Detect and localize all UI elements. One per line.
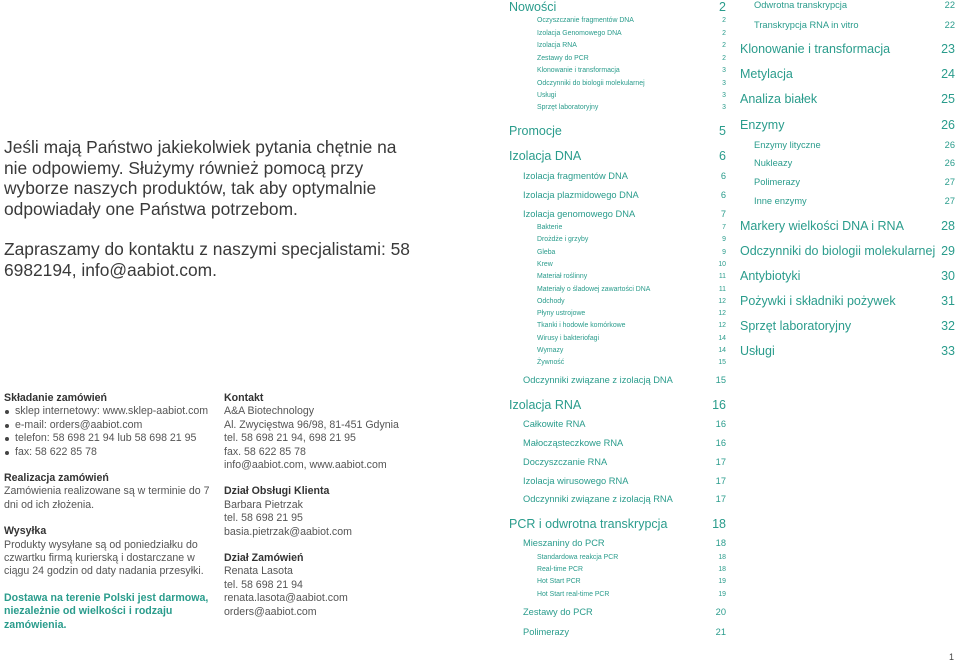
toc-left-entry-page: 12 bbox=[718, 309, 726, 317]
toc-left-entry-page: 6 bbox=[720, 171, 726, 181]
toc-left-entry-page: 12 bbox=[718, 321, 726, 329]
toc-left-entry-page: 18 bbox=[718, 553, 726, 561]
toc-right-entry[interactable] bbox=[740, 117, 955, 133]
toc-left-entry[interactable] bbox=[537, 321, 726, 330]
toc-left-entry-title: Standardowa reakcja PCR bbox=[537, 553, 619, 561]
toc-left-entry[interactable] bbox=[537, 260, 726, 269]
toc-left-entry-page: 2 bbox=[722, 29, 726, 37]
ordering-list bbox=[4, 405, 214, 459]
toc-left-entry-page: 16 bbox=[712, 398, 726, 412]
toc-left-entry[interactable] bbox=[537, 590, 726, 599]
toc-left-entry-page: 15 bbox=[718, 358, 726, 366]
toc-right-entry-title: Metylacja bbox=[740, 67, 793, 81]
toc-left-entry[interactable] bbox=[537, 66, 726, 75]
toc-left-entry[interactable] bbox=[537, 285, 726, 294]
toc-right-entry[interactable] bbox=[740, 318, 955, 334]
contact-company: A&A Biotechnology bbox=[224, 405, 315, 418]
toc-left-entry-title: Izolacja Genomowego DNA bbox=[537, 29, 622, 37]
toc-right-entry-title: Antybiotyki bbox=[740, 269, 801, 283]
toc-left-entry-page: 3 bbox=[722, 66, 726, 74]
toc-left-entry[interactable] bbox=[537, 41, 726, 50]
toc-left-entry-title: Izolacja wirusowego RNA bbox=[523, 476, 629, 486]
page-number: 1 bbox=[948, 652, 954, 662]
toc-left-entry-page: 10 bbox=[718, 260, 726, 268]
toc-left-entry-title: Bakterie bbox=[537, 223, 563, 231]
toc-right-entry[interactable] bbox=[740, 41, 955, 57]
toc-left-entry-title: Odczynniki związane z izolacją DNA bbox=[523, 375, 673, 385]
toc-right-entry[interactable] bbox=[754, 195, 955, 207]
toc-left-entry-title: Nowości bbox=[509, 0, 557, 14]
toc-left-entry-title: Wirusy i bakteriofagi bbox=[537, 334, 600, 342]
ordering-column bbox=[4, 392, 214, 632]
toc-right-entry-page: 27 bbox=[944, 177, 955, 187]
toc-left-entry-page: 19 bbox=[718, 590, 726, 598]
toc-left-entry-page: 17 bbox=[715, 476, 726, 486]
toc-left-entry[interactable] bbox=[537, 577, 726, 586]
toc-left-entry[interactable] bbox=[509, 397, 726, 413]
orders-dept-name: Renata Lasota bbox=[224, 565, 293, 578]
toc-right-entry[interactable] bbox=[740, 91, 955, 107]
toc-right-entry-title: Klonowanie i transformacja bbox=[740, 42, 891, 56]
toc-right-entry-title: Transkrypcja RNA in vitro bbox=[754, 20, 859, 30]
toc-right-entry-title: Analiza białek bbox=[740, 92, 818, 106]
toc-right-entry-page: 26 bbox=[944, 158, 955, 168]
toc-left-entry-title: Izolacja fragmentów DNA bbox=[523, 171, 628, 181]
toc-left-entry-title: Izolacja RNA bbox=[509, 398, 582, 412]
toc-left-entry-title: Hot Start real-time PCR bbox=[537, 590, 610, 598]
toc-left-entry-page: 14 bbox=[718, 346, 726, 354]
toc-left-entry-title: Odchody bbox=[537, 297, 565, 305]
toc-left-entry-page: 15 bbox=[715, 375, 726, 385]
shipping-text: Produkty wysyłane są od poniedziałku do czwartku firmą kurierską i dostarczane w ciągu 24 godzin od daty nadania przesyłki. bbox=[4, 538, 204, 578]
toc-left-entry-title: PCR i odwrotna transkrypcja bbox=[509, 517, 668, 531]
toc-left-entry[interactable] bbox=[537, 16, 726, 25]
toc-right-entry[interactable] bbox=[754, 19, 955, 31]
toc-left-entry-title: Krew bbox=[537, 260, 553, 268]
toc-left-entry-page: 18 bbox=[715, 538, 726, 548]
toc-left-entry-page: 12 bbox=[718, 297, 726, 305]
intro-paragraph-1: Jeśli mają Państwo jakiekolwiek pytania chętnie na nie odpowiemy. Służymy również pomocą przy wyborze naszych produktów, tak aby optymalnie odpowiadały one Państwa potrzebom. bbox=[4, 137, 397, 219]
toc-left-entry-title: Oczyszczanie fragmentów DNA bbox=[537, 16, 634, 24]
toc-left-entry-page: 2 bbox=[719, 0, 726, 14]
toc-left-entry-page: 5 bbox=[719, 124, 726, 138]
toc-right-entry-title: Odwrotna transkrypcja bbox=[754, 0, 848, 10]
toc-left-entry[interactable] bbox=[537, 235, 726, 244]
toc-right-entry-title: Polimerazy bbox=[754, 177, 800, 187]
toc-right-entry-page: 29 bbox=[941, 244, 955, 258]
toc-left-entry-page: 3 bbox=[722, 79, 726, 87]
toc-right-entry-page: 32 bbox=[941, 319, 955, 333]
toc-left-entry-page: 20 bbox=[715, 607, 726, 617]
toc-left-entry-title: Usługi bbox=[537, 91, 557, 99]
toc-right-entry[interactable] bbox=[740, 268, 955, 284]
toc-right-entry[interactable] bbox=[754, 139, 955, 151]
toc-left-entry[interactable] bbox=[523, 418, 726, 430]
toc-left-entry[interactable] bbox=[537, 223, 726, 232]
contact-title: Kontakt bbox=[224, 392, 264, 404]
toc-right-entry-page: 31 bbox=[941, 294, 955, 308]
client-service-title: Dział Obsługi Klienta bbox=[224, 485, 330, 498]
toc-right-entry-title: Enzymy bbox=[740, 118, 785, 132]
toc-right-entry[interactable] bbox=[740, 243, 955, 259]
toc-right-entry-page: 26 bbox=[941, 118, 955, 132]
toc-left-entry-page: 18 bbox=[718, 565, 726, 573]
ordering-item-shop: sklep internetowy: www.sklep-aabiot.com bbox=[4, 405, 214, 418]
toc-right-entry-title: Markery wielkości DNA i RNA bbox=[740, 219, 904, 233]
contact-fax: fax. 58 622 85 78 bbox=[224, 445, 306, 458]
toc-left-entry-title: Tkanki i hodowle komórkowe bbox=[537, 321, 626, 329]
client-service-email: basia.pietrzak@aabiot.com bbox=[224, 525, 352, 538]
toc-right-entry-page: 33 bbox=[941, 344, 955, 358]
toc-left-entry-page: 9 bbox=[722, 235, 726, 243]
toc-left-entry-page: 11 bbox=[718, 285, 726, 293]
toc-right-entry-page: 22 bbox=[944, 20, 955, 30]
toc-left-entry-title: Całkowite RNA bbox=[523, 419, 586, 429]
toc-left-entry[interactable] bbox=[523, 170, 726, 182]
contact-web: info@aabiot.com, www.aabiot.com bbox=[224, 459, 387, 472]
orders-dept-email-1: renata.lasota@aabiot.com bbox=[224, 592, 348, 605]
toc-left-entry-title: Izolacja genomowego DNA bbox=[523, 209, 636, 219]
toc-left-entry-title: Małocząsteczkowe RNA bbox=[523, 438, 624, 448]
toc-right-entry-page: 26 bbox=[944, 140, 955, 150]
toc-left-entry-title: Klonowanie i transformacja bbox=[537, 66, 620, 74]
toc-right-entry-title: Odczynniki do biologii molekularnej bbox=[740, 244, 936, 258]
toc-right-entry[interactable] bbox=[754, 157, 955, 169]
toc-left-entry-page: 3 bbox=[722, 91, 726, 99]
toc-left-entry[interactable] bbox=[523, 189, 726, 201]
toc-left-entry[interactable] bbox=[537, 103, 726, 112]
toc-left-entry-title: Izolacja plazmidowego DNA bbox=[523, 190, 639, 200]
toc-left-entry-page: 2 bbox=[722, 54, 726, 62]
toc-left-entry-title: Wymazy bbox=[537, 346, 564, 354]
toc-right-entry-page: 25 bbox=[941, 92, 955, 106]
toc-left-entry-title: Mieszaniny do PCR bbox=[523, 538, 605, 548]
toc-left-entry[interactable] bbox=[537, 29, 726, 38]
toc-left-entry[interactable] bbox=[537, 358, 726, 367]
toc-left-entry[interactable] bbox=[523, 475, 726, 487]
toc-left-entry-page: 3 bbox=[722, 103, 726, 111]
client-service-name: Barbara Pietrzak bbox=[224, 498, 303, 511]
ordering-item-phone: telefon: 58 698 21 94 lub 58 698 21 95 bbox=[4, 432, 214, 445]
toc-left-entry-title: Promocje bbox=[509, 124, 562, 138]
toc-left-entry[interactable] bbox=[523, 626, 726, 638]
toc-left-entry-page: 11 bbox=[718, 272, 726, 280]
toc-right-entry-page: 22 bbox=[944, 0, 955, 10]
free-delivery-note: Dostawa na terenie Polski jest darmowa, niezależnie od wielkości i rodzaju zamówienia. bbox=[4, 591, 209, 631]
orders-dept-email-2: orders@aabiot.com bbox=[224, 605, 317, 618]
toc-left-entry[interactable] bbox=[537, 91, 726, 100]
toc-right-entry-title: Sprzęt laboratoryjny bbox=[740, 319, 852, 333]
toc-left-entry-title: Hot Start PCR bbox=[537, 577, 581, 585]
contact-address: Al. Zwycięstwa 96/98, 81-451 Gdynia bbox=[224, 418, 399, 431]
orders-dept-title: Dział Zamówień bbox=[224, 552, 304, 565]
toc-left-entry-title: Sprzęt laboratoryjny bbox=[537, 103, 599, 111]
client-service-tel: tel. 58 698 21 95 bbox=[224, 512, 303, 525]
toc-left-entry[interactable] bbox=[537, 79, 726, 88]
toc-left-entry-title: Odczynniki do biologii molekularnej bbox=[537, 79, 645, 87]
toc-left-entry-title: Gleba bbox=[537, 248, 556, 256]
toc-left-entry[interactable] bbox=[523, 493, 726, 505]
toc-left-entry-title: Materiały o śladowej zawartości DNA bbox=[537, 285, 651, 293]
ordering-item-email: e-mail: orders@aabiot.com bbox=[4, 419, 214, 432]
toc-left-entry-page: 21 bbox=[715, 627, 726, 637]
toc-left-entry-title: Zestawy do PCR bbox=[523, 607, 593, 617]
toc-left-entry-page: 16 bbox=[715, 438, 726, 448]
toc-left-entry-page: 7 bbox=[722, 223, 726, 231]
toc-left-entry-title: Polimerazy bbox=[523, 627, 569, 637]
toc-left-entry-page: 19 bbox=[718, 577, 726, 585]
toc-left-entry-page: 2 bbox=[722, 41, 726, 49]
toc-right-entry-page: 28 bbox=[941, 219, 955, 233]
toc-left-entry-page: 6 bbox=[720, 190, 726, 200]
toc-left-entry-title: Żywność bbox=[537, 358, 565, 366]
toc-left-entry[interactable] bbox=[523, 437, 726, 449]
toc-left-entry-title: Materiał roślinny bbox=[537, 272, 588, 280]
toc-right-entry-title: Enzymy lityczne bbox=[754, 140, 821, 150]
ordering-title: Składanie zamówień bbox=[4, 392, 108, 404]
toc-left-entry[interactable] bbox=[509, 123, 726, 139]
toc-left-entry-title: Zestawy do PCR bbox=[537, 54, 589, 62]
contact-column bbox=[224, 392, 414, 619]
toc-left-entry[interactable] bbox=[537, 334, 726, 343]
toc-left-entry[interactable] bbox=[509, 516, 726, 532]
toc-left-entry[interactable] bbox=[537, 309, 726, 318]
toc-left-entry-page: 2 bbox=[722, 16, 726, 24]
toc-left-entry-title: Real-time PCR bbox=[537, 565, 583, 573]
contact-tel: tel. 58 698 21 94, 698 21 95 bbox=[224, 432, 356, 445]
toc-left-entry-page: 17 bbox=[715, 494, 726, 504]
toc-right-entry[interactable] bbox=[740, 66, 955, 82]
toc-left-entry[interactable] bbox=[537, 565, 726, 574]
ordering-item-fax: fax: 58 622 85 78 bbox=[4, 446, 214, 459]
toc-left-entry[interactable] bbox=[537, 54, 726, 63]
toc-left-entry[interactable] bbox=[523, 374, 726, 386]
toc-left-entry[interactable] bbox=[537, 272, 726, 281]
toc-left-entry-page: 7 bbox=[720, 209, 726, 219]
toc-right-entry[interactable] bbox=[740, 218, 955, 234]
toc-left-entry[interactable] bbox=[537, 346, 726, 355]
shipping-title: Wysyłka bbox=[4, 525, 47, 538]
toc-right-entry[interactable] bbox=[740, 293, 955, 309]
toc-left-entry[interactable] bbox=[523, 456, 726, 468]
toc-right-entry-title: Nukleazy bbox=[754, 158, 793, 168]
toc-left-entry[interactable] bbox=[523, 208, 726, 220]
toc-right-entry-page: 30 bbox=[941, 269, 955, 283]
toc-left-entry-page: 16 bbox=[715, 419, 726, 429]
toc-left-entry[interactable] bbox=[537, 297, 726, 306]
toc-left-entry[interactable] bbox=[523, 606, 726, 618]
toc-left-entry[interactable] bbox=[523, 537, 726, 549]
toc-left-entry-page: 9 bbox=[722, 248, 726, 256]
toc-right-entry-page: 27 bbox=[944, 196, 955, 206]
toc-right-entry-title: Usługi bbox=[740, 344, 775, 358]
toc-left-entry[interactable] bbox=[537, 553, 726, 562]
toc-left-entry-page: 17 bbox=[715, 457, 726, 467]
toc-right-entry-title: Pożywki i składniki pożywek bbox=[740, 294, 896, 308]
toc-left-entry[interactable] bbox=[509, 0, 726, 15]
orders-dept-tel: tel. 58 698 21 94 bbox=[224, 578, 303, 591]
toc-left-entry-title: Izolacja DNA bbox=[509, 149, 582, 163]
toc-left-entry-title: Odczynniki związane z izolacją RNA bbox=[523, 494, 673, 504]
toc-left-entry[interactable] bbox=[509, 148, 726, 164]
toc-left-entry-title: Płyny ustrojowe bbox=[537, 309, 586, 317]
toc-right-entry-page: 24 bbox=[941, 67, 955, 81]
toc-left-entry-page: 18 bbox=[712, 517, 726, 531]
realization-title: Realizacja zamówień bbox=[4, 472, 109, 485]
toc-right-entry[interactable] bbox=[754, 0, 955, 11]
toc-left-entry-title: Drożdże i grzyby bbox=[537, 235, 589, 243]
toc-right-entry-page: 23 bbox=[941, 42, 955, 56]
toc-left-entry-page: 14 bbox=[718, 334, 726, 342]
realization-text: Zamówienia realizowane są w terminie do 7 dni od ich złożenia. bbox=[4, 485, 210, 511]
toc-left-entry-title: Doczyszczanie RNA bbox=[523, 457, 608, 467]
toc-right-entry[interactable] bbox=[740, 343, 955, 359]
toc-right-entry[interactable] bbox=[754, 176, 955, 188]
toc-right-entry-title: Inne enzymy bbox=[754, 196, 807, 206]
toc-left-entry-title: Izolacja RNA bbox=[537, 41, 577, 49]
intro-text bbox=[4, 137, 414, 280]
toc-left-entry[interactable] bbox=[537, 248, 726, 257]
toc-left-entry-page: 6 bbox=[719, 149, 726, 163]
intro-paragraph-2: Zapraszamy do kontaktu z naszymi specjalistami: 58 6982194, info@aabiot.com. bbox=[4, 239, 410, 280]
